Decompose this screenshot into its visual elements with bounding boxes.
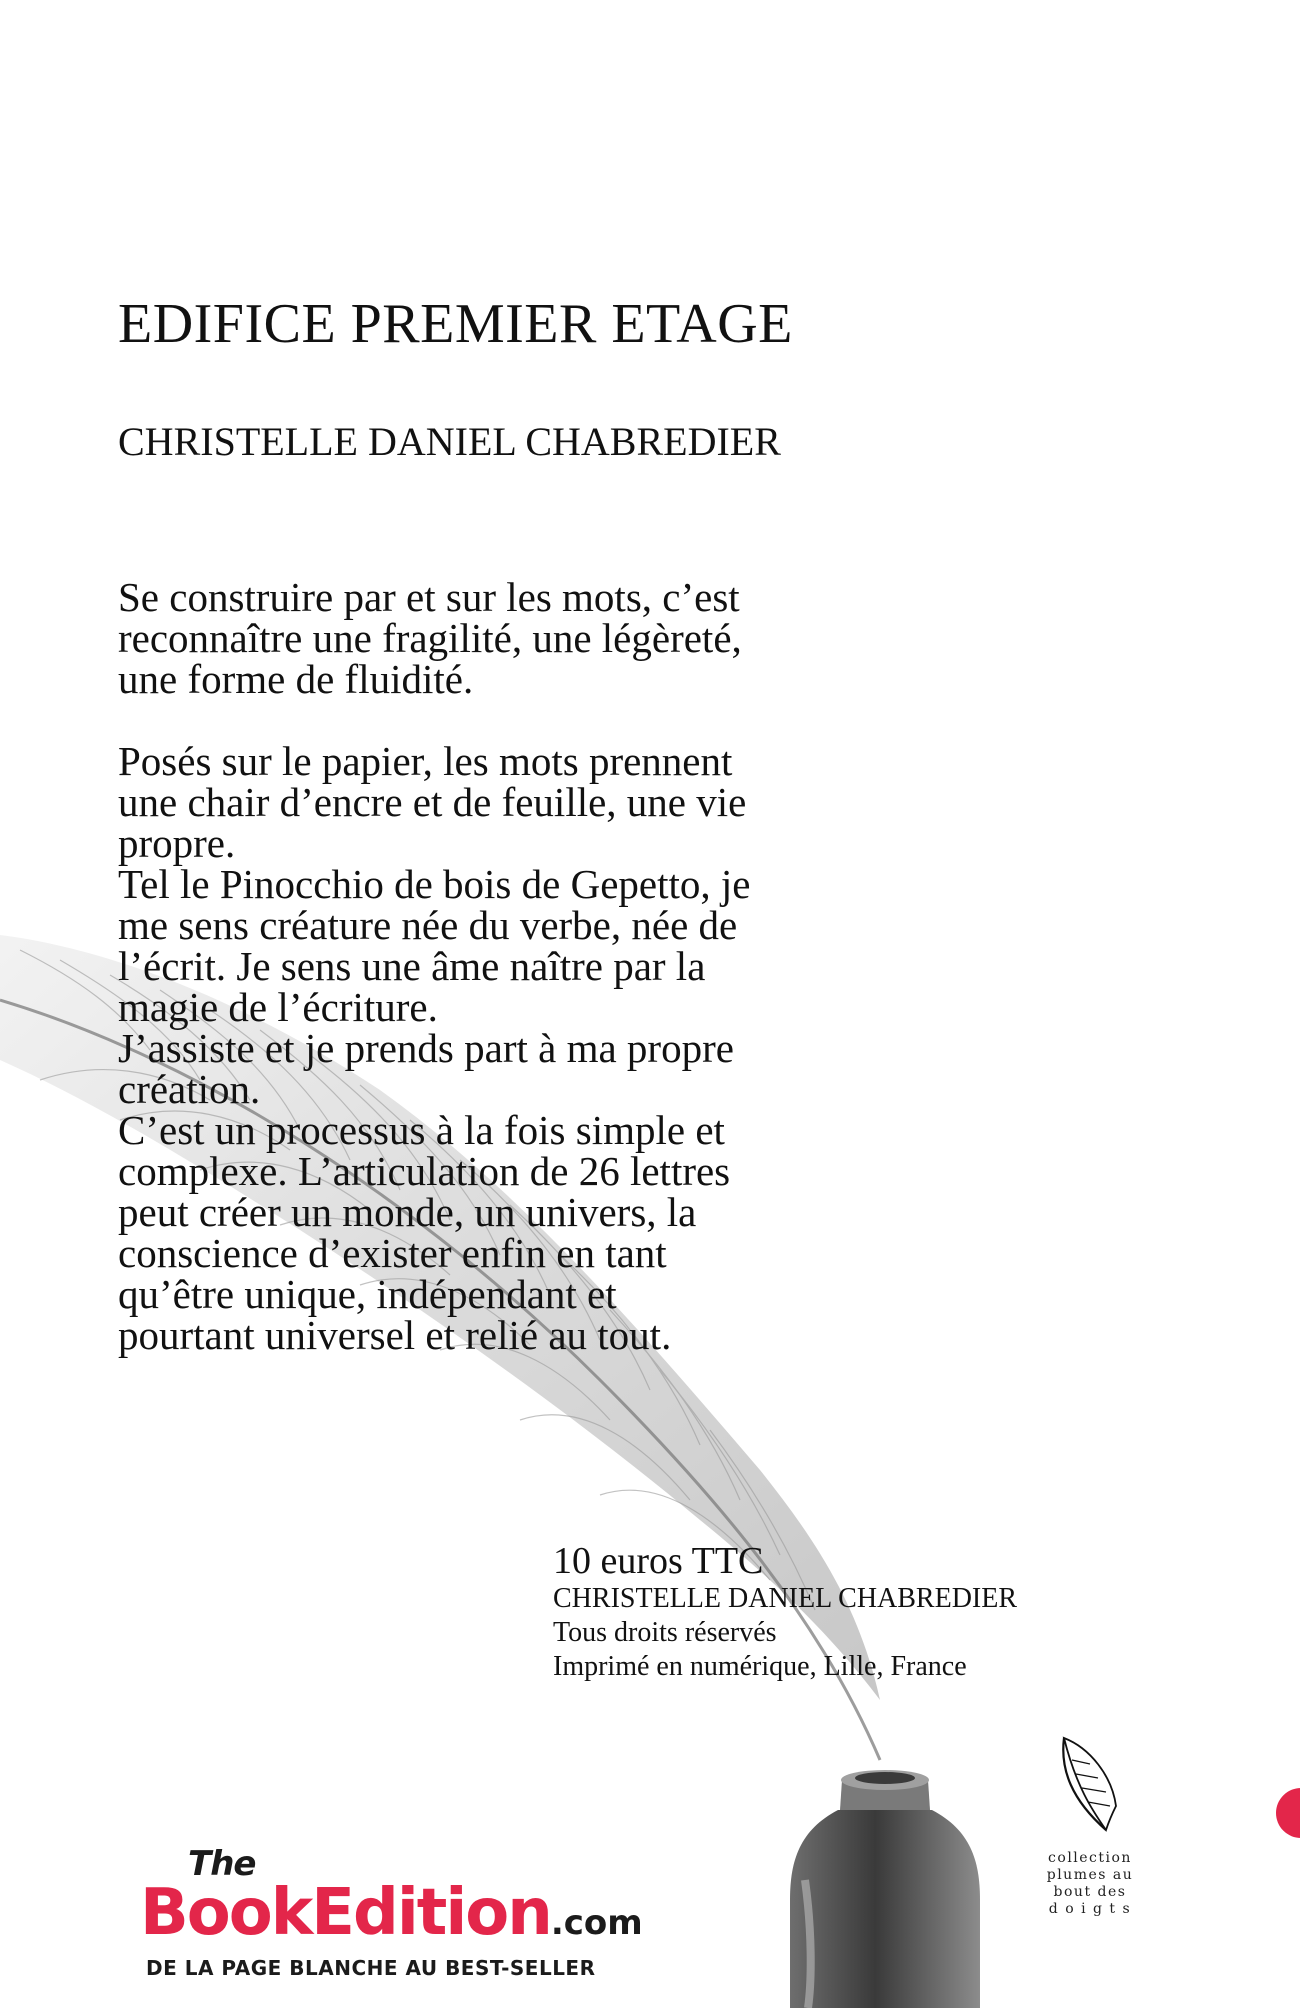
collection-line: collection: [1048, 1850, 1132, 1866]
logo-tld: .com: [550, 1903, 643, 1943]
blurb-line: propre.: [118, 820, 236, 866]
price: 10 euros TTC: [553, 1540, 764, 1582]
logo-name: BookEdition: [140, 1876, 551, 1950]
quill-feather-icon: [1050, 1730, 1130, 1840]
logo-wordmark: [140, 1876, 643, 1950]
back-cover-blurb: [118, 574, 978, 1358]
collection-line: plumes au: [1046, 1867, 1134, 1883]
blurb-line: C’est un processus à la fois simple et: [118, 1107, 725, 1153]
print-notice: Imprimé en numérique, Lille, France: [553, 1651, 967, 1682]
colophon-author: CHRISTELLE DANIEL CHABREDIER: [553, 1583, 1018, 1614]
blurb-line: l’écrit. Je sens une âme naître par la: [118, 943, 706, 989]
blurb-line: complexe. L’articulation de 26 lettres: [118, 1148, 731, 1194]
blurb-line: Tel le Pinocchio de bois de Gepetto, je: [118, 861, 751, 907]
book-author: CHRISTELLE DANIEL CHABREDIER: [118, 419, 781, 464]
blurb-line: une chair d’encre et de feuille, une vie: [118, 779, 747, 825]
blurb-paragraph: [118, 574, 978, 702]
blurb-line: Posés sur le papier, les mots prennent: [118, 738, 733, 784]
blurb-line: magie de l’écriture.: [118, 984, 438, 1030]
blurb-line: Se construire par et sur les mots, c’est: [118, 574, 740, 620]
collection-mark: [1030, 1730, 1150, 1918]
collection-name: [1030, 1850, 1150, 1918]
book-title: EDIFICE PREMIER ETAGE: [118, 293, 793, 355]
logo-the: The: [188, 1844, 256, 1884]
blurb-line: reconnaître une fragilité, une légèreté,: [118, 615, 742, 661]
blurb-line: création.: [118, 1066, 261, 1112]
blurb-line: pourtant universel et relié au tout.: [118, 1312, 672, 1358]
blurb-paragraph: [118, 738, 978, 1358]
blurb-line: conscience d’exister enfin en tant: [118, 1230, 667, 1276]
blurb-line: peut créer un monde, un univers, la: [118, 1189, 697, 1235]
blurb-line: qu’être unique, indépendant et: [118, 1271, 617, 1317]
logo-tagline: DE LA PAGE BLANCHE AU BEST-SELLER: [146, 1956, 596, 1980]
rights-notice: Tous droits réservés: [553, 1617, 777, 1648]
blurb-line: une forme de fluidité.: [118, 656, 474, 702]
collection-line: bout des: [1053, 1884, 1127, 1900]
colophon: [553, 1540, 1017, 1684]
blurb-line: me sens créature née du verbe, née de: [118, 902, 738, 948]
blurb-line: J’assiste et je prends part à ma propre: [118, 1025, 734, 1071]
collection-line: d o i g t s: [1048, 1901, 1132, 1917]
